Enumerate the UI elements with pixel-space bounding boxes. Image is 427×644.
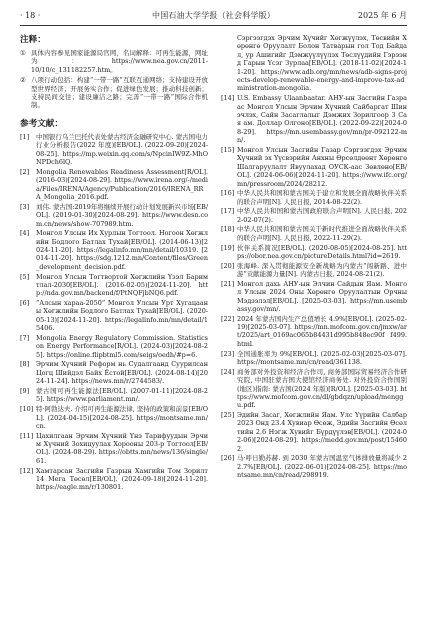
reference-item-number: [2] xyxy=(20,167,30,176)
reference-item xyxy=(221,315,407,349)
right-column xyxy=(221,34,407,481)
reference-item xyxy=(20,467,208,492)
note-item xyxy=(20,49,208,74)
reference-item-text: 蒙古国可再生能源法[EB/OL]. (2007-01-11)[2024-08-25]. https://www.parliament.mn/. xyxy=(36,387,208,404)
reference-item-number: [18] xyxy=(221,225,235,234)
reference-item-text: Эрчим Хүчний Реформ нь Судалгаанд Суурилсан Цогц Шийдэл Байх Ёстой[EB/OL]. (2024-08-14)[2024-11-24]. https://news.mn/r/2744583/. xyxy=(36,360,208,386)
reference-item xyxy=(20,405,208,430)
reference-item-text: 马·呼日勤苏赫. 到 2030 年蒙古国温室气体排放量将减少 22.7%[EB/OL]. (2022-06-01)[2024-08-25]. https://montsame.mn/cn/read/298919. xyxy=(237,454,407,480)
reference-item xyxy=(221,244,407,261)
reference-item-number: [12] xyxy=(20,466,34,475)
reference-item xyxy=(20,203,208,228)
reference-item-text: Монгол дахь АНУ-ын Элчин Сайдын Яам. Монгол Улсын 2024 Оны Хөрөнгө Оруулалтын Орчны Мэдээлэл[EB/OL]. [2025-03-03]. https://mn.usembassy.gov/mn/. xyxy=(237,279,407,313)
reference-item xyxy=(221,350,407,367)
reference-item xyxy=(221,280,407,314)
reference-item-text: 商务部对外投资和经济合作司, 商务部国际贸易经济合作研究院, 中国驻蒙古国大使馆经济商务处. 对外投资合作国别(地区)指南: 蒙古国(2024 年版)[R/OL]. [2025-03-03]. https://www.mofcom.gov.cn/dl/gbdqzn/upload/menggu.pdf. xyxy=(237,367,407,410)
reference-item xyxy=(221,94,407,144)
note-item-text: 八项行动包括：构建“一带一路”互联互通网络；支持建设开放型世界经济；开展务实合作；促进绿色发展；推动科技创新；支持民间交往；建设廉洁之路；完善“一带一路”国际合作机制。 xyxy=(31,76,208,110)
reference-item-text: 中华人民共和国和蒙古国关于新时代推进全面战略伙伴关系的联合声明[N]. 人民日报, 2022-11-29(2). xyxy=(237,225,407,242)
reference-item-number: [9] xyxy=(20,387,30,395)
reference-item xyxy=(20,387,208,404)
reference-item xyxy=(20,334,208,359)
reference-item-number: [4] xyxy=(20,229,30,238)
reference-item-number: [22] xyxy=(221,314,235,323)
issue-date: 2025 年 6 月 xyxy=(357,11,407,20)
reference-item-text: 全国通胀率为 9%[EB/OL]. (2025-02-03)[2025-03-07]. https://montsame.mn/cn/read/361138. xyxy=(237,349,407,366)
reference-item xyxy=(221,146,407,188)
page-number: · 18 · xyxy=(20,11,41,20)
reference-item xyxy=(20,168,208,202)
reference-item-text: Сэргээгдэх Эрчим Хүчийг Хөгжүүлэх, Төсвийн Хөрөнгө Оруулалт Болон Татварын гол Тод Байдал, ур Ашигийг Дэмжүүлүүлэх Төслүүдийн Гэрээнд Гарын Үсэг Зурлаа[EB/OL]. (2018-11-02)[2024-11-20]. https://www.adb.org/mn/news/adb-signs-projects-develop-renewable-energy-and-improve-tax-administration-mongolia. xyxy=(237,34,407,93)
note-item xyxy=(20,76,208,110)
reference-item-text: 张海峰. 深入贯彻能源安全新战略为内蒙古“闯新路、进中游”贡献能源力量[N]. 内蒙古日报, 2024-08-21(2). xyxy=(237,261,407,279)
note-item-number: ① xyxy=(20,49,26,57)
journal-title: 中国石油大学学报（社会科学版） xyxy=(152,11,275,20)
references-title: 参考文献： xyxy=(20,118,63,129)
reference-item xyxy=(221,368,407,410)
reference-item-number: [5] xyxy=(20,272,30,281)
reference-item-number: [20] xyxy=(221,261,235,270)
reference-item-text: Монгол Улсын Засгийн Газар Сэргээгдэх Эрчим Хүчний эх Үүсвэрийн Анхны Өрсөлдөөнт Хөрөнгө Шалгаруулалт Явуулахад ОУСК-аас Зөвлөно[EB/OL]. (2024-06-06)[2024-11-20]. https://www.ifc.org/mn/pressroom/2024/28212. xyxy=(237,145,407,188)
note-item-number: ② xyxy=(20,76,26,85)
reference-item-number xyxy=(221,34,237,93)
reference-item-number: [1] xyxy=(20,132,30,141)
reference-item xyxy=(20,133,208,167)
reference-item-number: [16] xyxy=(221,189,235,198)
reference-item-text: Монгол Улсын Тогтвортой Хөгжлийн Үзэл Баримтлал-2030[EB/OL]. (2016-02-05)[2024-11-20]. http://nda.gov.mn/backend/f/PtNQFjbNQ6.pdf. xyxy=(36,272,208,298)
reference-item-text: Хамтарсан Засгийн Газрын Хамгийн Том Зорилт 14 Мега Төсөл[EB/OL]. (2024-09-18)[2024-11-20]. https://eagle.mn/r/130801. xyxy=(36,466,208,492)
reference-item-number: [26] xyxy=(221,454,235,463)
reference-item-number: [8] xyxy=(20,360,30,369)
reference-item-text: 中华人民共和国和蒙古国关于建立和发展全面战略伙伴关系的联合声明[N]. 人民日报, 2014-08-22(2). xyxy=(237,189,407,206)
reference-item-text: Mongolia Energy Regulatory Commission. Statistics on Energy Performance[R/OL]. (2024-03)[2024-08-25]. https://online.flipbtml5.com/seigs/oedh/#p=6. xyxy=(36,333,208,359)
reference-item-number: [10] xyxy=(20,405,34,414)
reference-item xyxy=(221,34,407,93)
reference-item xyxy=(221,454,407,479)
running-header xyxy=(20,9,407,26)
reference-item-text: 中国银行乌兰巴托代表处蒙古经济金融研究中心. 蒙古国电力行业分析报告(2022 年度)[EB/OL]. (2022-09-20)[2024-08-25]. https://mp.weixin.qq.com/s/NpcinIW9Z-MhONPDch6lQ. xyxy=(36,132,208,167)
reference-item xyxy=(20,229,208,271)
reference-item-number: [17] xyxy=(221,207,235,216)
references-list-left xyxy=(20,133,208,492)
reference-item-number: [23] xyxy=(221,349,235,358)
left-column xyxy=(20,34,208,493)
note-item-text: 具体内容参见国家能源局官网，名词解释：可再生能源，网址为：https://www.nea.gov.cn/2011-10/10/c_131182257.htm。 xyxy=(31,49,208,74)
reference-item-text: 2024 年蒙古国内生产总值增长 4.9%[EB/OL]. (2025-02-19)[2025-03-07]. https://mn.mofcom.gov.cn/jmxw/art/2025/art_0169ac065b84431d995b848ec90f f499.html. xyxy=(237,314,407,348)
reference-item-number: [19] xyxy=(221,243,235,252)
reference-item-text: Mongolia Renewables Readiness Assessment[R/OL]. (2016-03)[2024-08-29]. https://www.irena.org/-/media/Files/IRENA/Agency/Publication/2016/IRENA_RRA_Mongolia_2016.pdf. xyxy=(36,167,208,201)
reference-item-text: Монгол Улсын Их Хурлын Тогтоол. Ногоон Хөгжлийн Бодлого Батлах Тухай[EB/OL]. (2014-06-13)[2024-11-20]. https://legalinfo.mn/mn/detail/10319. [2014-11-20]. https://sdg.1212.mn/Content/files/Green_development_decision.pdf. xyxy=(36,229,208,271)
reference-item-text: “Алсын хараа-2050” Монгол Улсын Урт Хугацааны Хөгжлийн Бодлого Батлах Тухай[EB/OL]. (2020-05-13)[2024-11-20]. https://legalinfo.mn/mn/detail/15406. xyxy=(36,299,208,333)
reference-item xyxy=(221,225,407,242)
reference-item-number: [21] xyxy=(221,279,235,288)
reference-item xyxy=(221,207,407,224)
reference-item-text: 特·阿勃达夫. 介绍可再生能源法律, 坚持的政策和前景[EB/OL]. (2024-04-15)[2024-08-25]. https://montsame.mn/cn. xyxy=(36,405,208,430)
reference-item-text: Эдийн Засаг, Хөгжлийн Яам. Улс Үүрийн Салбар 2023 Онд 23.4 Хувиар Өсөж, Эдийн Засгийн Өсөлтийн 2.6 Нэгж Хувийг Бүрдүүлэв[EB/OL]. (2024-02-06)[2024-08-29]. https://medd.gov.mn/post/154602. xyxy=(237,411,407,453)
reference-item xyxy=(20,432,208,466)
reference-item xyxy=(20,360,208,385)
reference-item xyxy=(20,299,208,333)
reference-item-text: 中华人民共和国和蒙古国政府联合声明[N]. 人民日报, 2022-02-07(2). xyxy=(237,207,407,224)
reference-item-number: [3] xyxy=(20,202,30,211)
reference-item-number: [25] xyxy=(221,411,235,420)
reference-item xyxy=(221,262,407,279)
reference-item-number: [24] xyxy=(221,367,235,376)
reference-item xyxy=(20,273,208,298)
reference-item-text: Цахилгаан Эрчим Хүчний Үнэ Тарифуудын Эрчим Хүчний Зохицуулах Хорооны 203-р Тогтоол[EB/OL]. (2024-08-29). https://obtts.mn/news/136/single/61. xyxy=(36,431,208,465)
reference-item-number: [7] xyxy=(20,333,30,342)
reference-item-number: [11] xyxy=(20,431,34,440)
reference-item-text: 刘伟. 蒙古国:2019年将继续开展行动计划发展新兴市场[EB/OL]. (2019-01-30)[2024-08-29]. https://www.desn.com.cn/news/show-707989.htm. xyxy=(36,202,208,228)
notes-title: 注释： xyxy=(20,35,46,45)
reference-item xyxy=(221,189,407,206)
reference-item-text: U.S. Embassy Ulaanbaatar. АНУ-ын Засгийн Газраас Монгол Улсын Эрчим Хүчний Сайбаргат Шинэчлэх, Сайн Засаглалыг Дэмжих Зорилгоор 3 Сая ам. Доллар Олгоно[EB/OL]. (2022-09-22)[2024-08-29]. https://mn.usembassy.gov/mn/pr-092122-mn/. xyxy=(237,94,407,145)
notes-list xyxy=(20,49,208,110)
references-list-right xyxy=(221,34,407,480)
reference-item-number: [6] xyxy=(20,299,30,308)
reference-item-number: [14] xyxy=(221,94,235,103)
reference-item-text: 伙伴关系简况[EB/OL]. (2020-08-05)[2024-08-25]. https://obor.nea.gov.cn/pictureDetails.html?id=2619. xyxy=(237,243,407,260)
reference-item xyxy=(221,411,407,453)
reference-item-number: [15] xyxy=(221,145,235,154)
